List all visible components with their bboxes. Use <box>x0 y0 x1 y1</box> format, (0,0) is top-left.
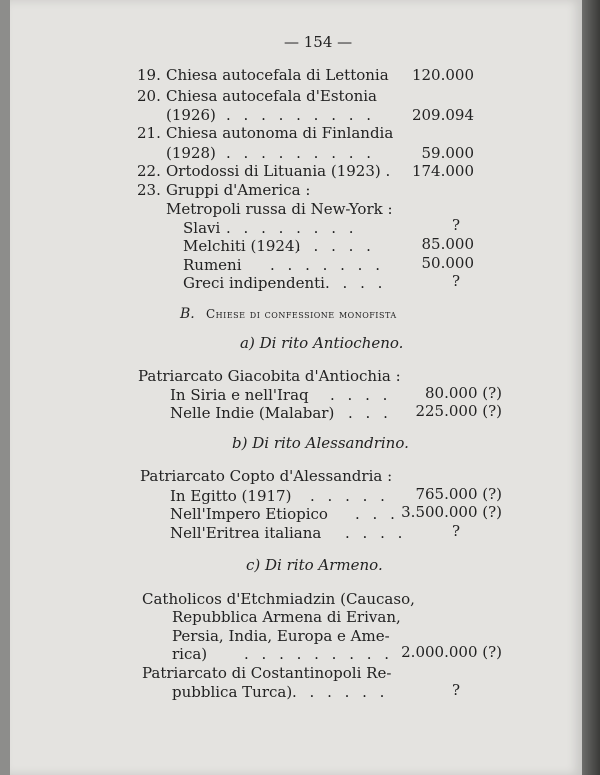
rite-a-row-dots: . . . <box>348 404 392 422</box>
rite-b-row-dots: . . . <box>355 505 399 523</box>
rite-b-row-label: Nell'Eritrea italiana <box>170 524 322 542</box>
entry-20-number: 20. <box>137 87 161 105</box>
america-row-dots: . . . . . <box>296 237 375 255</box>
america-row-value: 50.000 <box>421 254 474 272</box>
entry-20-dots: . . . . . . . . . <box>226 106 376 124</box>
america-row-label: Rumeni <box>183 256 242 274</box>
constantinople-line: pubblica Turca) <box>172 683 293 701</box>
rite-a-row-value: 80.000 (?) <box>425 384 502 402</box>
entry-21-text: Chiesa autonoma di Finlandia <box>166 124 394 142</box>
constantinople-value: ? <box>451 681 460 699</box>
section-b-title: Chiese di confessione monofista <box>206 307 397 321</box>
catholicos-dots: . . . . . . . . . <box>244 645 394 663</box>
entry-22-text: Ortodossi di Lituania (1923) . <box>166 162 391 180</box>
america-row-label: Slavi <box>183 219 221 237</box>
entry-20-text: Chiesa autocefala d'Estonia <box>166 87 377 105</box>
entry-23-number: 23. <box>137 181 161 199</box>
constantinople-dots: . . . . . . <box>292 683 389 701</box>
rite-b-patriarchate: Patriarcato Copto d'Alessandria : <box>140 467 393 485</box>
catholicos-line: Persia, India, Europa e Ame- <box>172 627 390 645</box>
rite-a-title: a) Di rito Antiocheno. <box>240 334 404 352</box>
entry-19-value: 120.000 <box>411 66 474 84</box>
america-row-dots: . . . . . . . <box>270 256 384 274</box>
entry-21-year: (1928) <box>166 144 216 162</box>
america-row-label: Melchiti (1924) <box>183 237 301 255</box>
rite-a-row-label: Nelle Indie (Malabar) <box>170 404 335 422</box>
america-row-value: ? <box>451 272 460 290</box>
catholicos-value: 2.000.000 (?) <box>401 643 502 661</box>
entry-20-year: (1926) <box>166 106 216 124</box>
rite-c-title: c) Di rito Armeno. <box>246 556 383 574</box>
rite-a-patriarchate: Patriarcato Giacobita d'Antiochia : <box>138 367 401 385</box>
entry-22-value: 174.000 <box>411 162 474 180</box>
rite-b-row-value: 765.000 (?) <box>415 485 502 503</box>
catholicos-line: rica) <box>172 645 208 663</box>
rite-b-row-dots: . . . . . <box>310 487 389 505</box>
section-b-letter: B. <box>180 306 195 322</box>
rite-b-row-value: ? <box>451 522 460 540</box>
entry-21-dots: . . . . . . . . . <box>226 144 376 162</box>
rite-a-row-dots: . . . . <box>330 386 392 404</box>
page-number: — 154 — <box>284 33 353 51</box>
entry-21-value: 59.000 <box>421 144 474 162</box>
america-row-value: ? <box>451 216 460 234</box>
america-row-label: Greci indipendenti <box>183 274 325 292</box>
catholicos-line: Repubblica Armena di Erivan, <box>172 608 401 626</box>
america-row-dots: . . . . . . . . <box>226 219 358 237</box>
rite-b-title: b) Di rito Alessandrino. <box>232 434 409 452</box>
rite-b-row-label: Nell'Impero Etiopico <box>170 505 328 523</box>
rite-b-row-label: In Egitto (1917) <box>170 487 292 505</box>
page-edge-shadow <box>582 0 600 775</box>
rite-a-row-label: In Siria e nell'Iraq <box>170 386 309 404</box>
metropoli-heading: Metropoli russa di New-York : <box>166 200 393 218</box>
entry-20-value: 209.094 <box>411 106 474 124</box>
constantinople-line: Patriarcato di Costantinopoli Re- <box>142 664 392 682</box>
america-row-value: 85.000 <box>421 235 474 253</box>
america-row-dots: . . . . <box>325 274 387 292</box>
entry-22-number: 22. <box>137 162 161 180</box>
entry-19-number: 19. <box>137 66 161 84</box>
rite-a-row-value: 225.000 (?) <box>415 402 502 420</box>
rite-b-row-dots: . . . . <box>345 524 407 542</box>
rite-b-row-value: 3.500.000 (?) <box>401 503 502 521</box>
entry-21-number: 21. <box>137 124 161 142</box>
entry-19-text: Chiesa autocefala di Lettonia <box>166 66 389 84</box>
entry-23-text: Gruppi d'America : <box>166 181 311 199</box>
catholicos-line: Catholicos d'Etchmiadzin (Caucaso, <box>142 590 415 608</box>
